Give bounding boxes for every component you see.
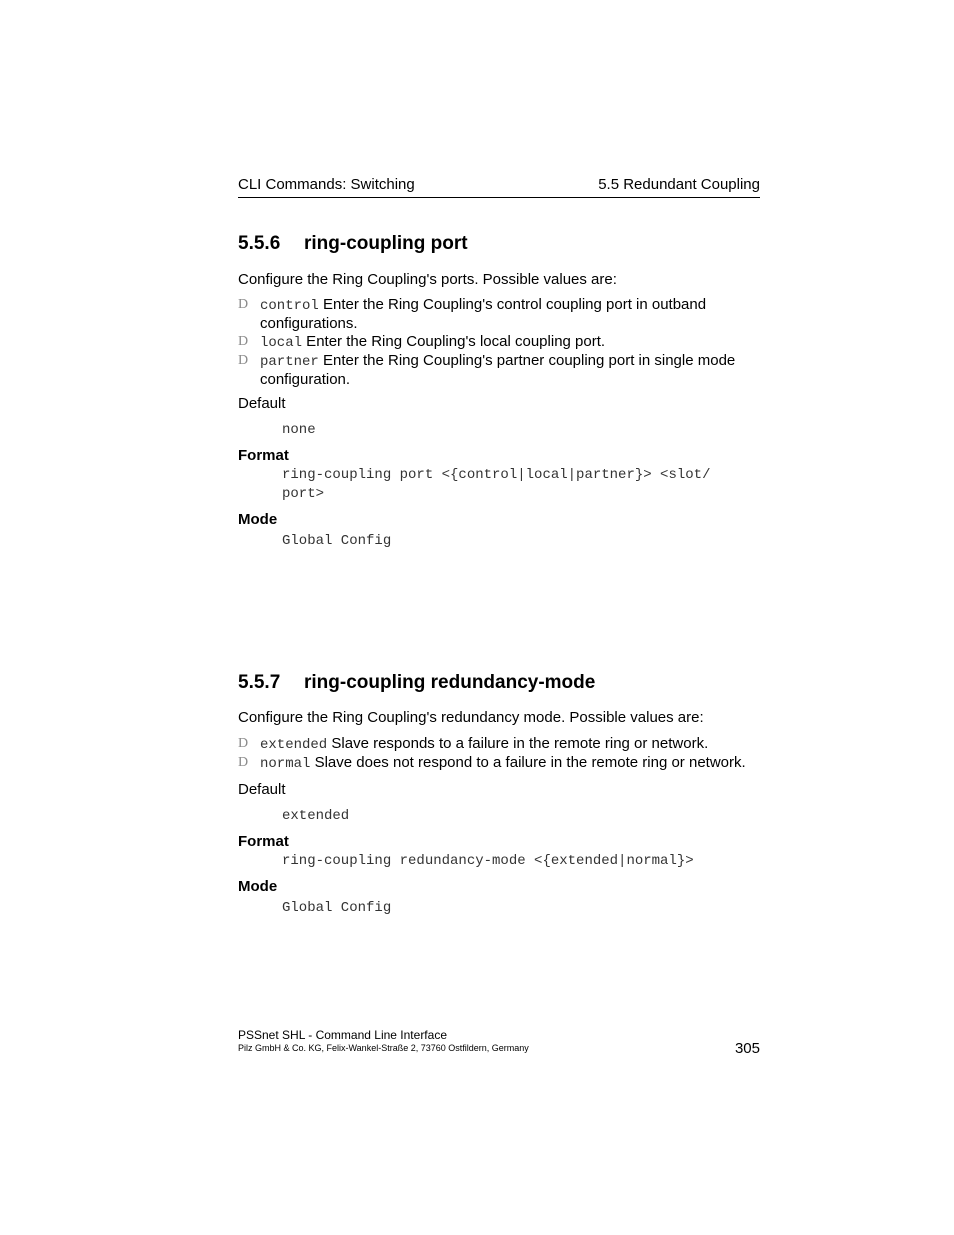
section-intro: Configure the Ring Coupling's redundancy mode. Possible values are: <box>238 709 704 726</box>
bullet-marker: D <box>238 297 249 312</box>
section-number: 5.5.6 <box>238 233 281 254</box>
footer-title: PSSnet SHL - Command Line Interface <box>238 1028 447 1042</box>
value-description: Slave responds to a failure in the remote ring or network. <box>327 735 709 752</box>
list-item <box>238 296 768 333</box>
value-description: Slave does not respond to a failure in the remote ring or network. <box>310 754 746 771</box>
format-value: ring-coupling redundancy-mode <{extended|normal}> <box>282 853 694 869</box>
format-label: Format <box>238 447 289 464</box>
bullet-marker: D <box>238 334 249 349</box>
section-number: 5.5.7 <box>238 672 281 693</box>
value-keyword: partner <box>260 354 319 370</box>
default-label: Default <box>238 781 286 798</box>
default-value: none <box>282 422 316 438</box>
mode-label: Mode <box>238 878 278 895</box>
value-list <box>238 735 768 773</box>
running-header-right: 5.5 Redundant Coupling <box>598 176 760 193</box>
format-label: Format <box>238 833 289 850</box>
value-keyword: local <box>260 335 303 351</box>
section-intro: Configure the Ring Coupling's ports. Possible values are: <box>238 271 617 288</box>
section-title: ring-coupling port <box>304 233 468 254</box>
mode-value: Global Config <box>282 533 392 549</box>
header-rule <box>238 197 760 198</box>
value-keyword: extended <box>260 737 328 753</box>
mode-value: Global Config <box>282 900 392 916</box>
format-value: ring-coupling port <{control|local|partner}> <slot/ port> <box>282 467 711 502</box>
mode-label: Mode <box>238 511 278 528</box>
value-description: Enter the Ring Coupling's control coupling port in outband configurations. <box>260 296 707 332</box>
section-heading-ring-coupling-redundancy-mode <box>238 672 595 694</box>
section-title: ring-coupling redundancy-mode <box>304 672 596 693</box>
default-value: extended <box>282 808 350 824</box>
value-keyword: control <box>260 298 319 314</box>
page-number: 305 <box>734 1040 760 1057</box>
value-list <box>238 296 768 389</box>
value-keyword: normal <box>260 756 311 772</box>
running-header-left: CLI Commands: Switching <box>238 176 415 193</box>
list-item <box>238 735 768 754</box>
list-item <box>238 333 768 352</box>
bullet-marker: D <box>238 353 249 368</box>
bullet-marker: D <box>238 755 249 770</box>
value-description: Enter the Ring Coupling's partner coupling port in single mode configuration. <box>260 352 736 388</box>
list-item <box>238 754 768 773</box>
footer-address: Pilz GmbH & Co. KG, Felix-Wankel-Straße 2, 73760 Ostfildern, Germany <box>238 1043 529 1053</box>
default-label: Default <box>238 395 286 412</box>
section-heading-ring-coupling-port <box>238 233 468 255</box>
value-description: Enter the Ring Coupling's local coupling port. <box>302 333 606 350</box>
list-item <box>238 352 768 389</box>
bullet-marker: D <box>238 736 249 751</box>
